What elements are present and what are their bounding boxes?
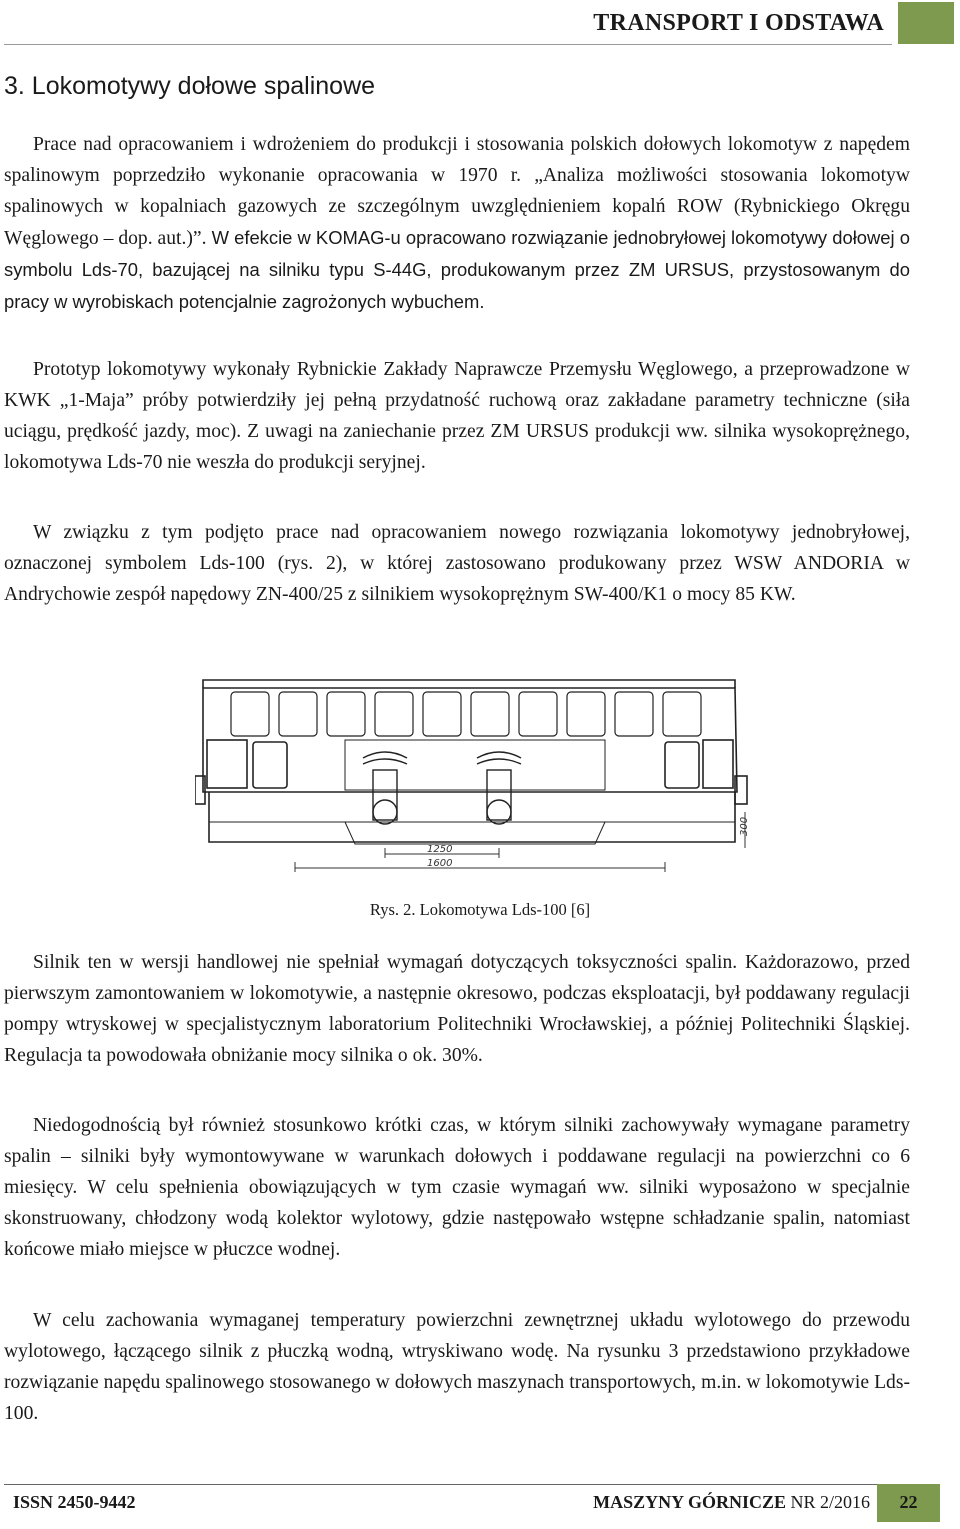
paragraph-2: Prototyp lokomotywy wykonały Rybnickie Zakłady Naprawcze Przemysłu Węglowego, a przeprowadzone w KWK „1-Maja” próby potwierdziły jej pełną przydatność ruchową oraz zakładane parametry techniczne (siła uciągu, prędkość jazdy, moc). Z uwagi na zaniechanie przez ZM URSUS produkcji ww. silnika wysokoprężnego, lokomotywa Lds-70 nie weszła do produkcji seryjnej.	[4, 359, 910, 473]
journal-issue: NR 2/2016	[785, 1492, 870, 1512]
figure-caption: Rys. 2. Lokomotywa Lds-100 [6]	[369, 900, 591, 919]
header-rule	[4, 44, 892, 45]
locomotive-drawing	[195, 672, 755, 884]
paragraph-3: W związku z tym podjęto prace nad opracowaniem nowego rozwiązania lokomotywy jednobryłowej, oznaczonej symbolem Lds-100 (rys. 2), w której zastosowano produkowany przez WSW ANDORIA w Andrychowie zespół napędowy ZN-400/25 z silnikiem wysokoprężnym SW-400/K1 o mocy 85 KW.	[4, 522, 910, 605]
journal-name: MASZYNY GÓRNICZE	[593, 1492, 786, 1512]
header-accent-box	[898, 2, 954, 44]
footer-issn: ISSN 2450-9442	[13, 1492, 136, 1512]
running-header: TRANSPORT I ODSTAWA	[593, 10, 884, 36]
footer-rule	[4, 1484, 940, 1485]
dimension-1250: 1250	[427, 844, 453, 855]
section-title: 3. Lokomotywy dołowe spalinowe	[4, 72, 376, 100]
paragraph-6: W celu zachowania wymaganej temperatury powierzchni zewnętrznej układu wylotowego do przewodu wylotowego, łączącego silnik z płuczką wodną, wtryskiwano wodę. Na rysunku 3 przedstawiono przykładowe rozwiązanie napędu spalinowego stosowanego w dołowych maszynach transportowych, m.in. w lokomotywie Lds-100.	[4, 1310, 910, 1424]
paragraph-5: Niedogodnością był również stosunkowo krótki czas, w którym silniki zachowywały wymagane parametry spalin – silniki były wymontowywane w warunkach dołowych i poddawane regulacji na powierzchni co 6 miesięcy. W celu spełnienia obowiązujących w tym czasie wymagań ww. silniki wyposażono w specjalnie skonstruowany, chłodzony wodą kolektor wylotowy, gdzie następowało wstępne schładzanie spalin, natomiast końcowe miało miejsce w płuczce wodnej.	[4, 1115, 910, 1260]
paragraph-1-sans: W efekcie w KOMAG-u opracowano rozwiązanie jednobryłowej lokomotywy dołowej o symbolu Lds-70, bazującej na silniku typu S-44G, produkowanym przez ZM URSUS, przystosowanym do pracy w wyrobiskach potencjalnie zagrożonych wybuchem.	[4, 227, 910, 312]
dimension-1600: 1600	[427, 858, 453, 869]
footer-journal	[593, 1492, 870, 1513]
paragraph-1	[4, 129, 910, 318]
paragraph-4: Silnik ten w wersji handlowej nie spełniał wymagań dotyczących toksyczności spalin. Każdorazowo, przed pierwszym zamontowaniem w lokomotywie, a następnie okresowo, podczas eksploatacji, był poddawany regulacji pompy wtryskowej w specjalistycznym laboratorium Politechniki Wrocławskiej, a później Politechniki Śląskiej. Regulacja ta powodowała obniżanie mocy silnika o ok. 30%.	[4, 952, 910, 1066]
dimension-300: 300	[739, 816, 750, 836]
page-number: 22	[899, 1492, 918, 1512]
paragraph-1-serif: Prace nad opracowaniem i wdrożeniem do produkcji i stosowania polskich dołowych lokomotyw z napędem spalinowym poprzedziło wykonanie opracowania w 1970 r. „Analiza możliwości stosowania lokomotyw spalinowych w kopalniach gazowych ze szczególnym uwzględnieniem kopalń ROW (Rybnickiego Okręgu Węglowego – dop. aut.)”.	[4, 134, 910, 249]
